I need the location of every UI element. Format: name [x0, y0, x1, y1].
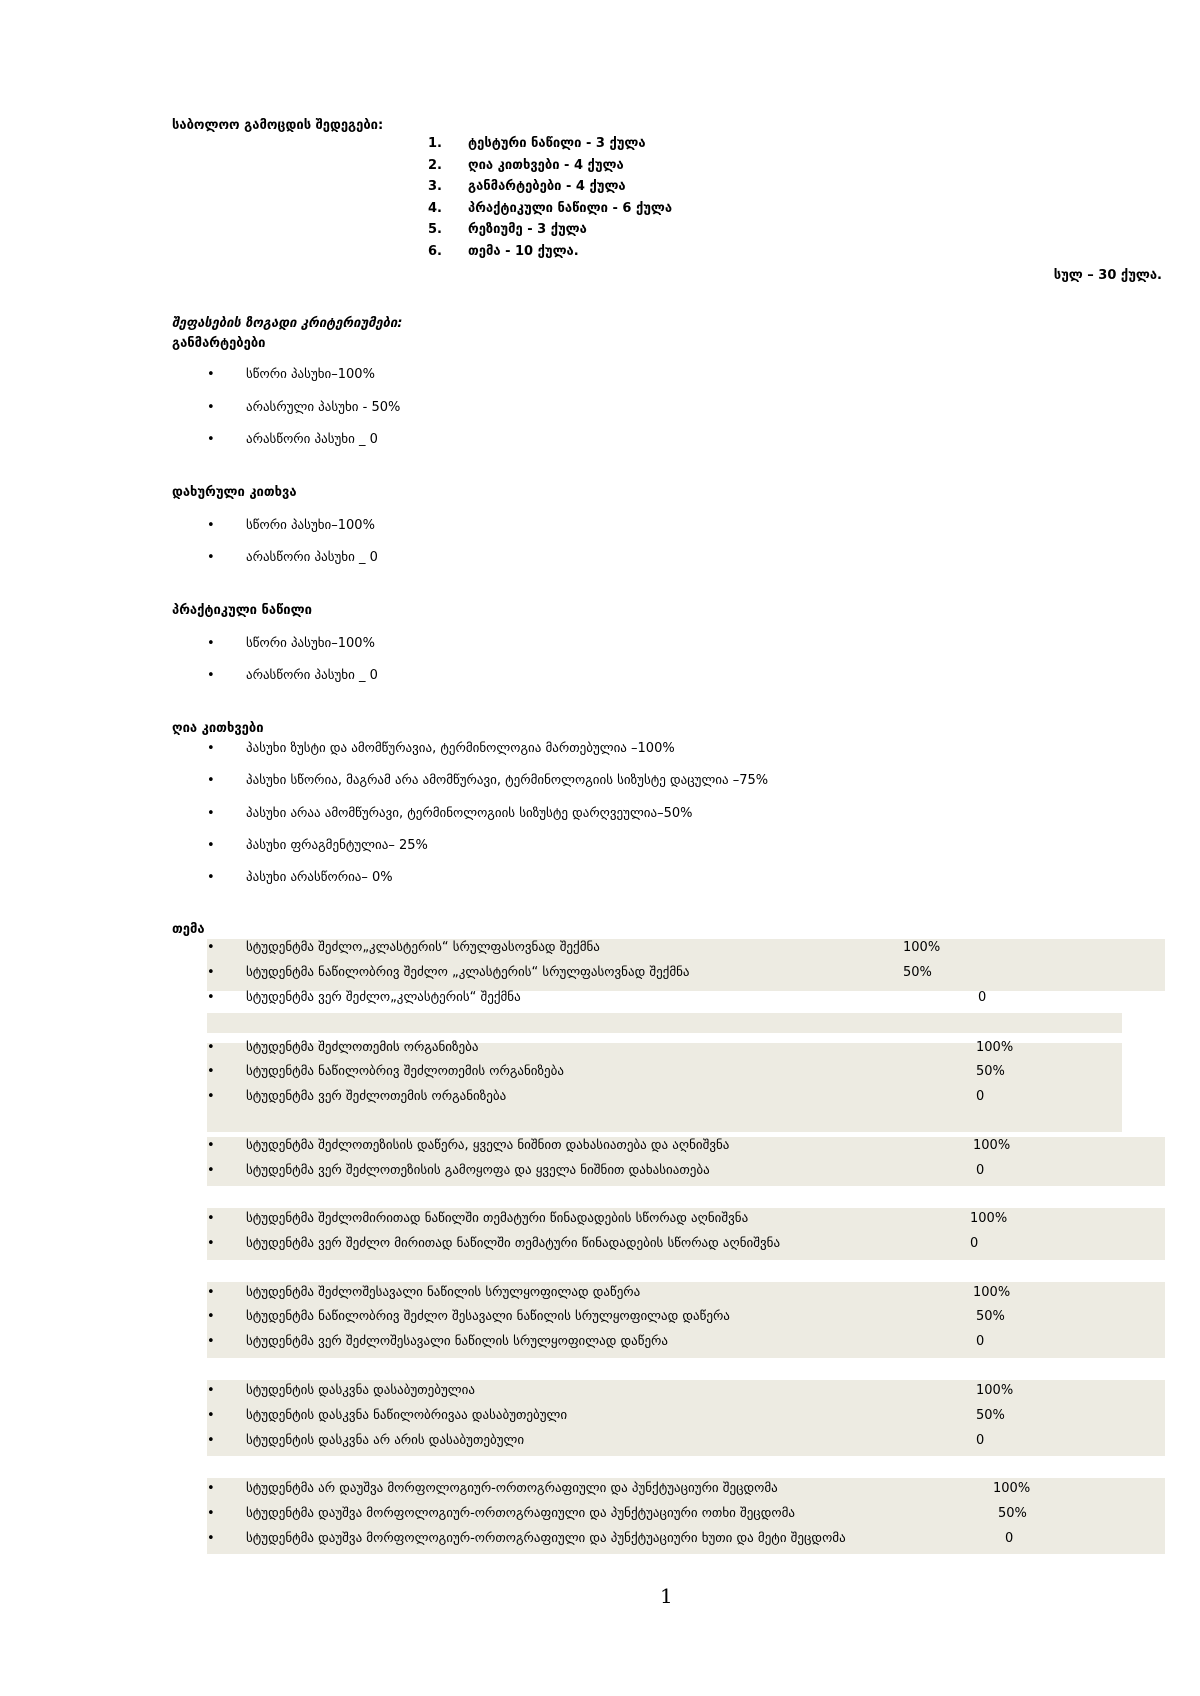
- essay-title: თემა: [172, 922, 205, 937]
- open-questions-title: ღია კითხვები: [172, 721, 264, 736]
- page-number: 1: [660, 1584, 673, 1608]
- practical-title: პრაქტიკული ნაწილი: [172, 603, 312, 618]
- score-item: 6. თემა - 10 ქულა.: [428, 243, 579, 259]
- definitions-title: განმარტებები: [172, 336, 266, 351]
- score-item: 2. ღია კითხვები - 4 ქულა: [428, 157, 624, 173]
- score-list: [428, 136, 672, 266]
- closed-questions-title: დახურული კითხვა: [172, 485, 297, 500]
- summary-title: საბოლოო გამოცდის შედეგები:: [172, 118, 384, 133]
- total-score: სულ – 30 ქულა.: [1053, 268, 1162, 283]
- score-item: 4. პრაქტიკული ნაწილი - 6 ქულა: [428, 200, 673, 216]
- score-item: 5. რეზიუმე - 3 ქულა: [428, 222, 587, 238]
- shaded-block: [207, 1013, 1122, 1033]
- score-item: 1. ტესტური ნაწილი - 3 ქულა: [428, 136, 646, 151]
- criteria-title: შეფასების ზოგადი კრიტერიუმები:: [172, 316, 403, 331]
- shaded-block: [207, 1043, 1122, 1132]
- score-item: 3. განმარტებები - 4 ქულა: [428, 179, 626, 195]
